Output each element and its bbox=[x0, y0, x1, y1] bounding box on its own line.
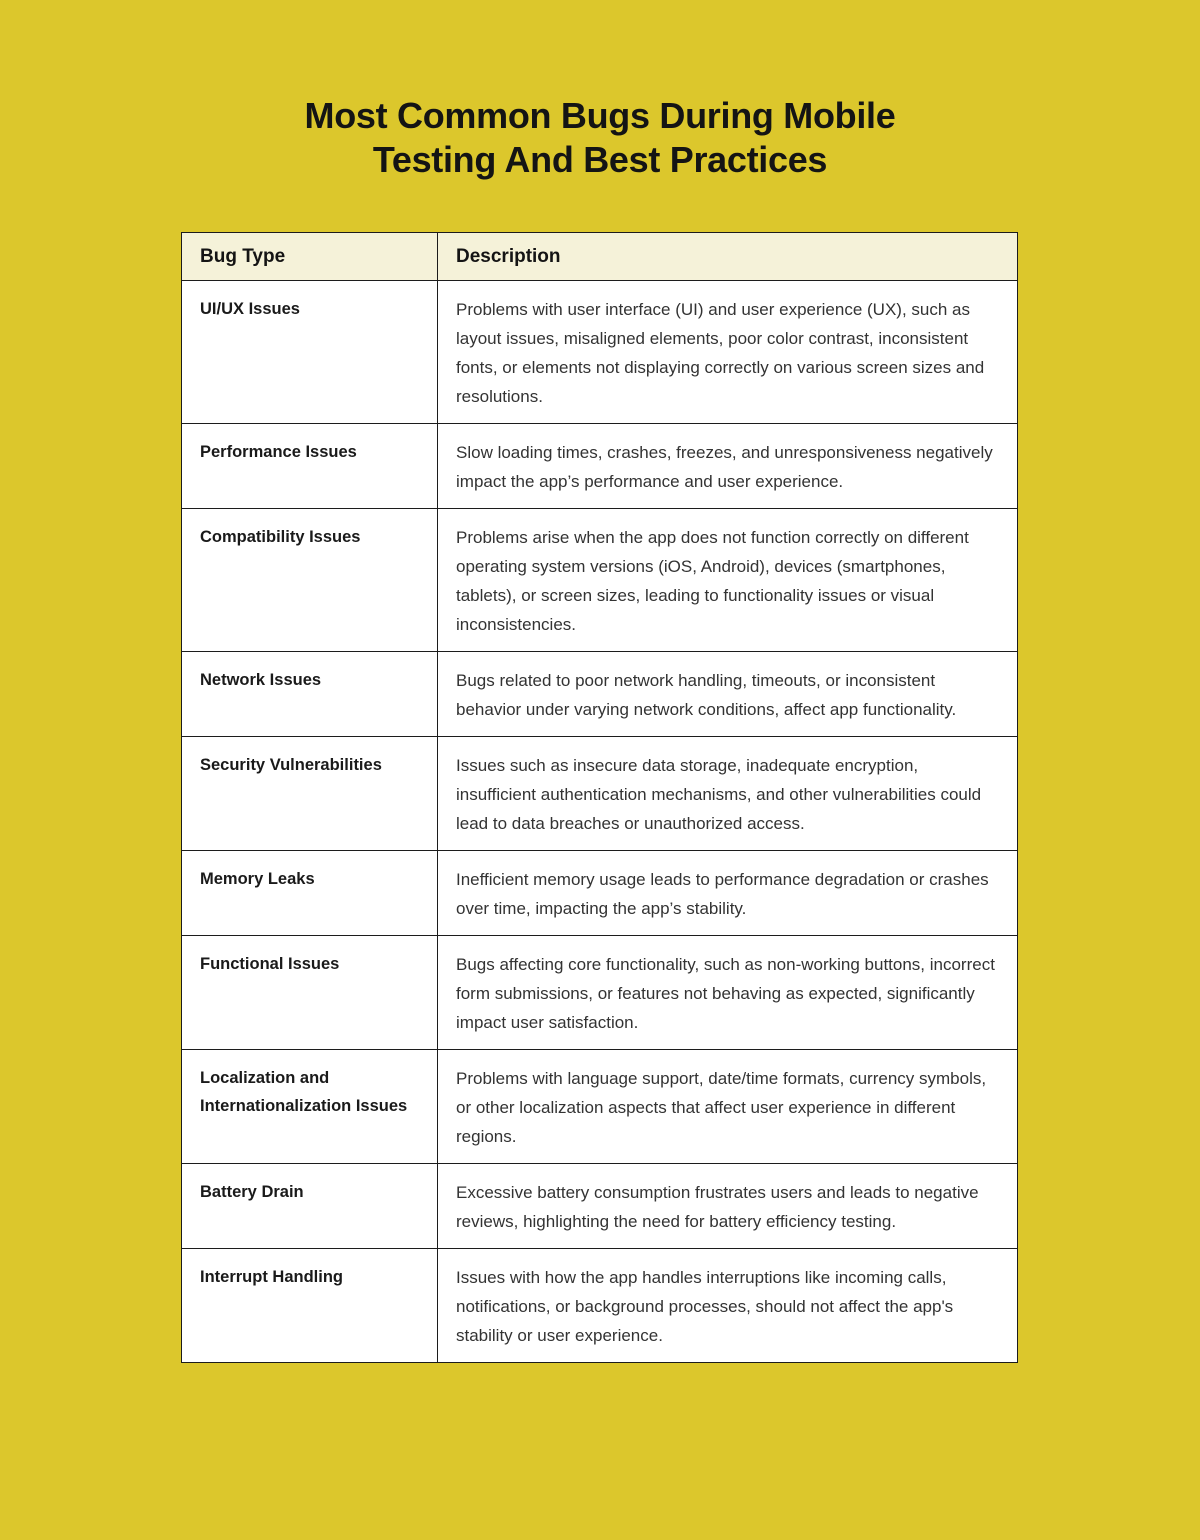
description-cell: Issues such as insecure data storage, inadequate encryption, insufficient authentication mechanisms, and other vulnerabilities could lead to data breaches or unauthorized access. bbox=[438, 737, 1018, 851]
column-header-bug-type: Bug Type bbox=[182, 233, 438, 281]
column-header-description: Description bbox=[438, 233, 1018, 281]
description-cell: Bugs affecting core functionality, such as non-working buttons, incorrect form submissions, or features not behaving as expected, significantly impact user satisfaction. bbox=[438, 936, 1018, 1050]
bug-type-cell: Memory Leaks bbox=[182, 851, 438, 936]
bug-type-cell: Localization and Internationalization Issues bbox=[182, 1050, 438, 1164]
table-row bbox=[182, 1164, 1018, 1249]
description-cell: Problems arise when the app does not function correctly on different operating system versions (iOS, Android), devices (smartphones, tablets), or screen sizes, leading to functionality issues or visual inconsistencies. bbox=[438, 509, 1018, 652]
bug-type-cell: Battery Drain bbox=[182, 1164, 438, 1249]
bug-type-cell: Security Vulnerabilities bbox=[182, 737, 438, 851]
description-cell: Slow loading times, crashes, freezes, and unresponsiveness negatively impact the app’s performance and user experience. bbox=[438, 424, 1018, 509]
description-cell: Problems with language support, date/time formats, currency symbols, or other localization aspects that affect user experience in different regions. bbox=[438, 1050, 1018, 1164]
table-row bbox=[182, 936, 1018, 1050]
table-row bbox=[182, 424, 1018, 509]
description-cell: Bugs related to poor network handling, timeouts, or inconsistent behavior under varying network conditions, affect app functionality. bbox=[438, 652, 1018, 737]
description-cell: Inefficient memory usage leads to performance degradation or crashes over time, impacting the app’s stability. bbox=[438, 851, 1018, 936]
description-cell: Excessive battery consumption frustrates users and leads to negative reviews, highlighting the need for battery efficiency testing. bbox=[438, 1164, 1018, 1249]
table-row bbox=[182, 509, 1018, 652]
table-row bbox=[182, 1050, 1018, 1164]
bug-type-cell: Compatibility Issues bbox=[182, 509, 438, 652]
bug-type-cell: Performance Issues bbox=[182, 424, 438, 509]
description-cell: Issues with how the app handles interruptions like incoming calls, notifications, or background processes, should not affect the app's stability or user experience. bbox=[438, 1249, 1018, 1363]
bug-type-cell: Interrupt Handling bbox=[182, 1249, 438, 1363]
table-row bbox=[182, 737, 1018, 851]
page-title-line-1: Most Common Bugs During Mobile bbox=[304, 95, 896, 136]
description-cell: Problems with user interface (UI) and user experience (UX), such as layout issues, misaligned elements, poor color contrast, inconsistent fonts, or elements not displaying correctly on various screen sizes and resolutions. bbox=[438, 281, 1018, 424]
table-row bbox=[182, 652, 1018, 737]
bug-type-cell: UI/UX Issues bbox=[182, 281, 438, 424]
table-row bbox=[182, 851, 1018, 936]
table-row bbox=[182, 281, 1018, 424]
page-title bbox=[0, 94, 1200, 182]
bug-type-cell: Network Issues bbox=[182, 652, 438, 737]
page-title-line-2: Testing And Best Practices bbox=[372, 139, 828, 180]
bugs-table bbox=[181, 232, 1018, 1363]
table-header-row bbox=[182, 233, 1018, 281]
table-row bbox=[182, 1249, 1018, 1363]
bug-type-cell: Functional Issues bbox=[182, 936, 438, 1050]
